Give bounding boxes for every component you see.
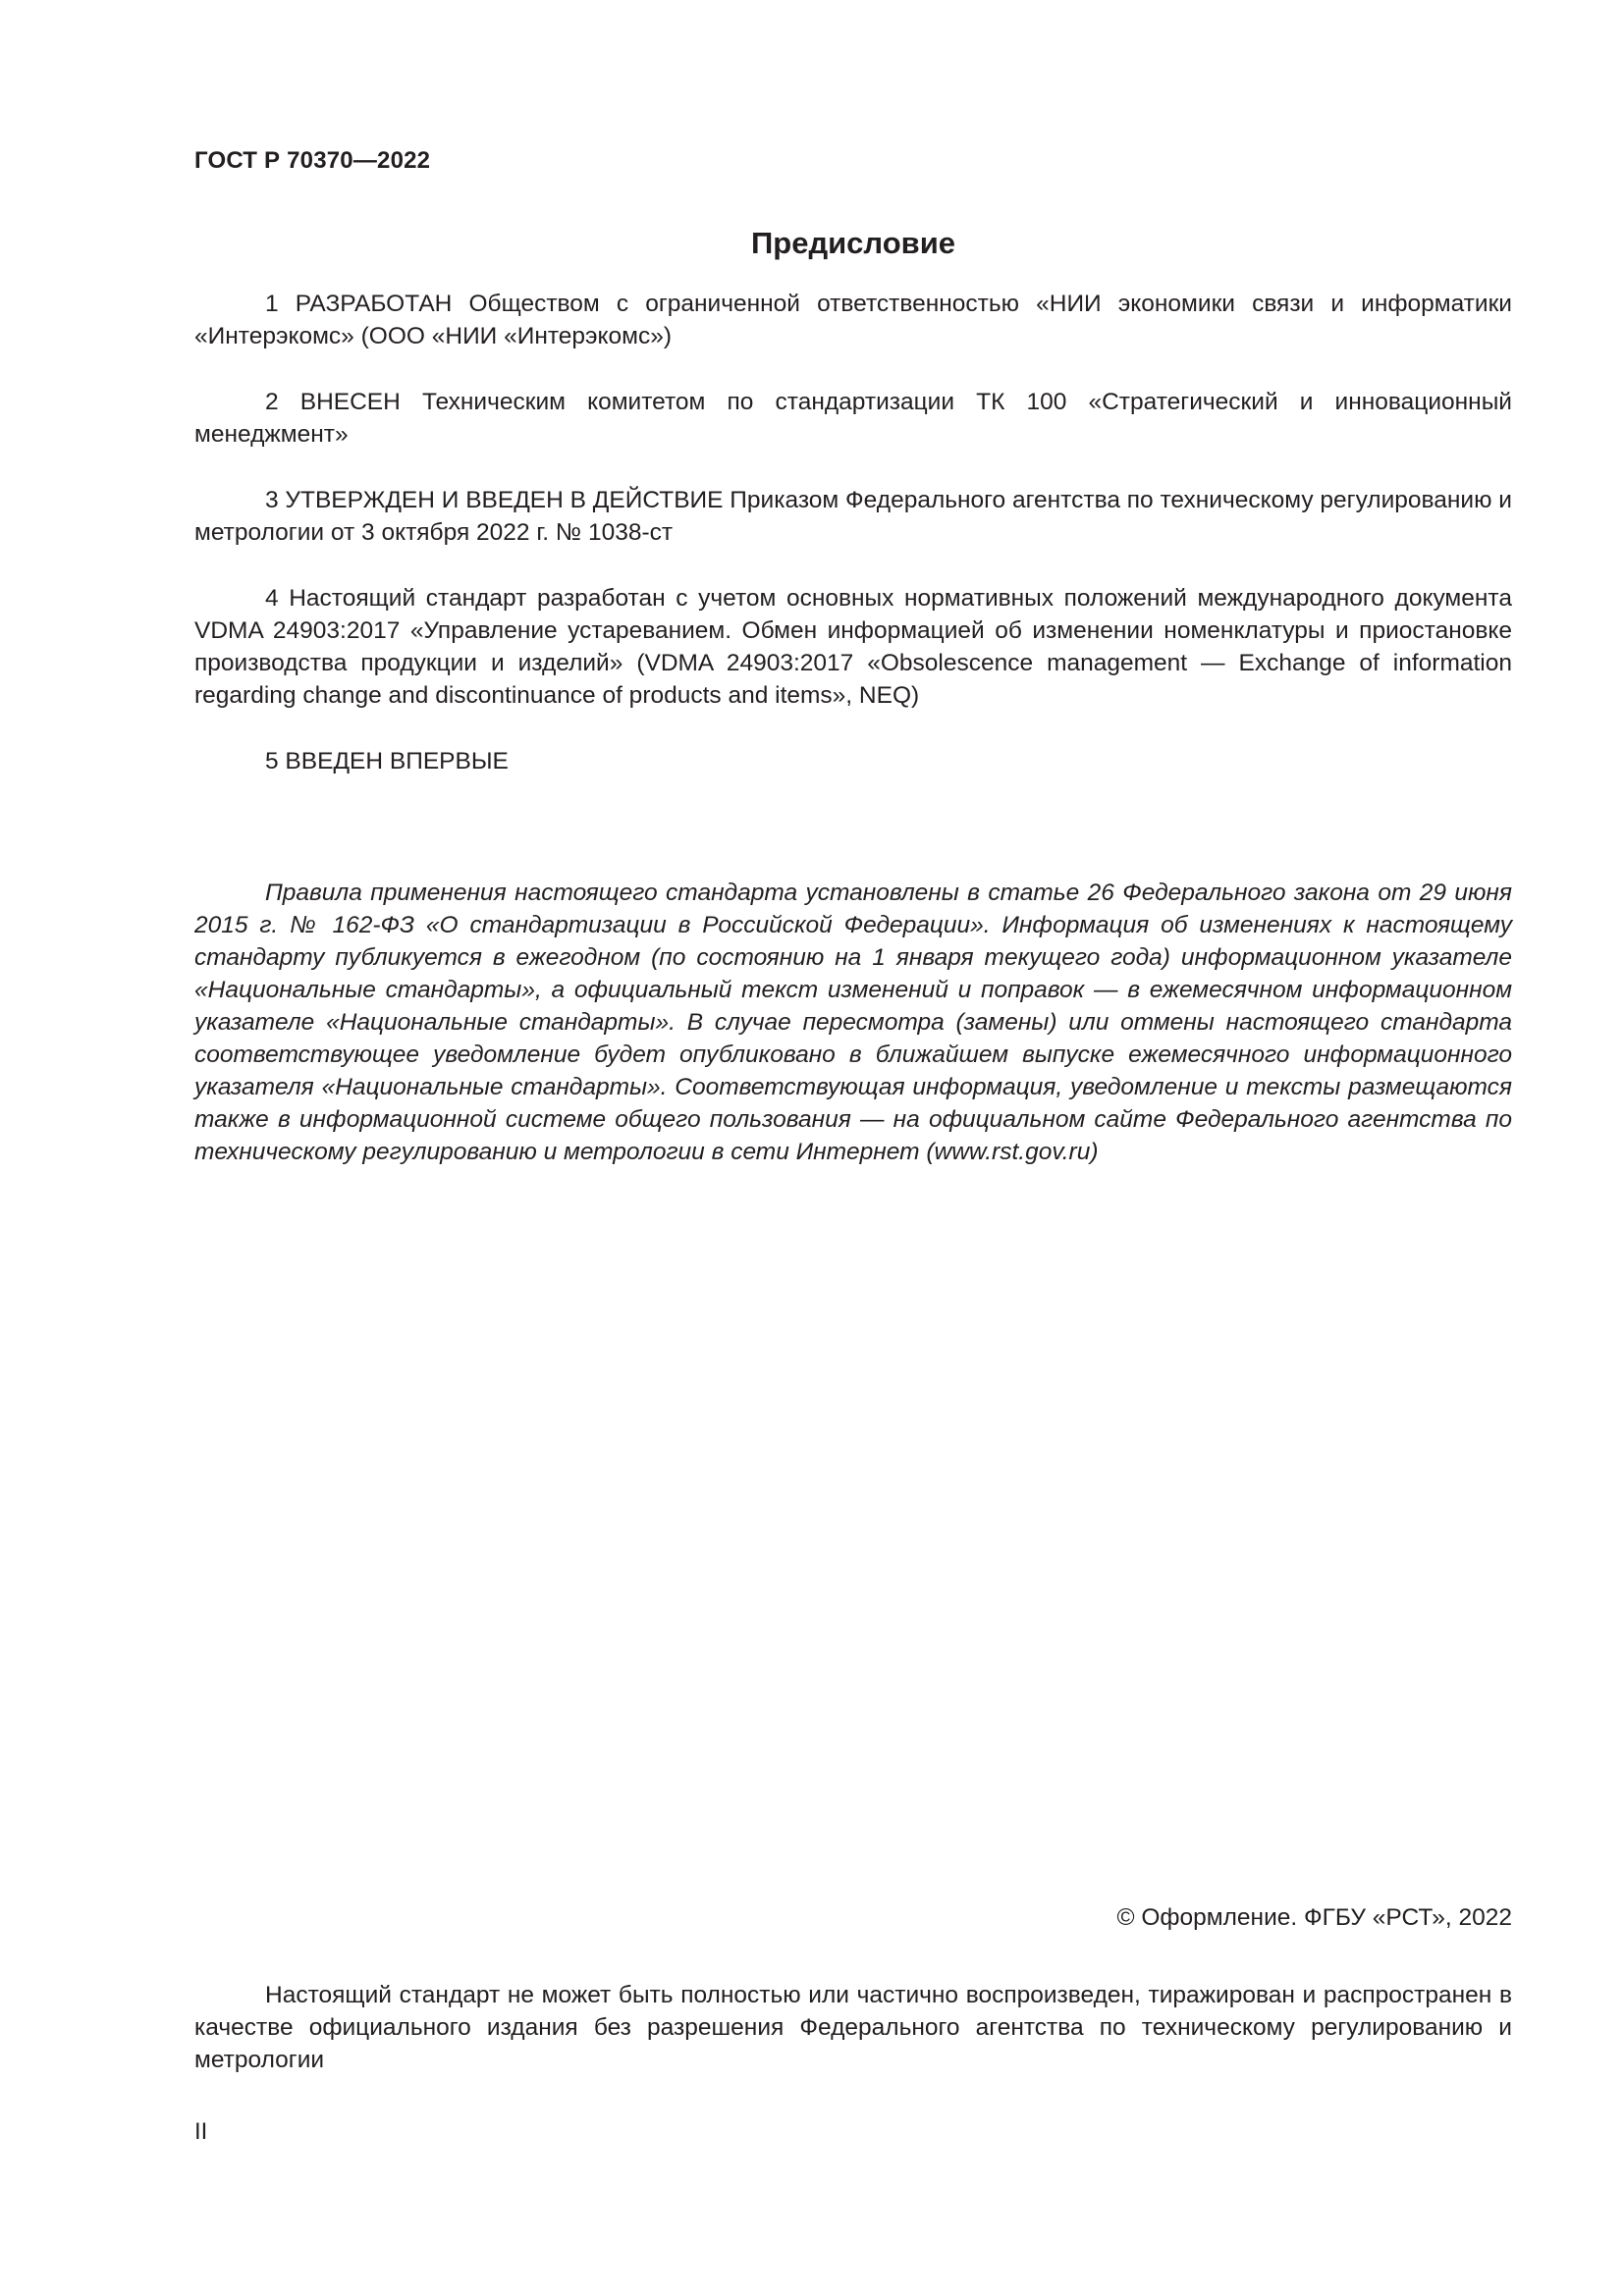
page-number: II: [194, 2118, 208, 2145]
preface-item-3: 3 УТВЕРЖДЕН И ВВЕДЕН В ДЕЙСТВИЕ Приказом Федерального агентства по техническому регулированию и метрологии от 3 октября 2022 г. № 1038-ст: [194, 487, 1512, 546]
copyright-line: © Оформление. ФГБУ «РСТ», 2022: [1116, 1904, 1512, 1931]
preface-item-1: 1 РАЗРАБОТАН Обществом с ограниченной ответственностью «НИИ экономики связи и информатики «Интерэкомс» (ООО «НИИ «Интерэкомс»): [194, 291, 1512, 349]
document-code: ГОСТ Р 70370—2022: [194, 147, 431, 174]
preface-item-2: 2 ВНЕСЕН Техническим комитетом по стандартизации ТК 100 «Стратегический и инновационный менеджмент»: [194, 389, 1512, 448]
preface-item-4: 4 Настоящий стандарт разработан с учетом основных нормативных положений международного документа VDMA 24903:2017 «Управление устареванием. Обмен информацией об изменении номенклатуры и приостановке производства продукции и изделий» (VDMA 24903:2017 «Obsolescence management — Exchange of information regarding change and discontinuance of products and items», NEQ): [194, 585, 1512, 709]
preface-item-5: 5 ВВЕДЕН ВПЕРВЫЕ: [265, 748, 509, 774]
reproduction-restriction: Настоящий стандарт не может быть полностью или частично воспроизведен, тиражирован и распространен в качестве официального издания без разрешения Федерального агентства по техническому регулированию и метрологии: [194, 1982, 1512, 2073]
application-rules-notice: Правила применения настоящего стандарта установлены в статье 26 Федерального закона от 29 июня 2015 г. № 162-ФЗ «О стандартизации в Российской Федерации». Информация об изменениях к настоящему стандарту публикуется в ежегодном (по состоянию на 1 января текущего года) информационном указателе «Национальные стандарты», а официальный текст изменений и поправок — в ежемесячном информационном указателе «Национальные стандарты». В случае пересмотра (замены) или отмены настоящего стандарта соответствующее уведомление будет опубликовано в ближайшем выпуске ежемесячного информационного указателя «Национальные стандарты». Соответствующая информация, уведомление и тексты размещаются также в информационной системе общего пользования — на официальном сайте Федерального агентства по техническому регулированию и метрологии в сети Интернет (www.rst.gov.ru): [194, 880, 1512, 1165]
page-title: Предисловие: [750, 226, 955, 260]
